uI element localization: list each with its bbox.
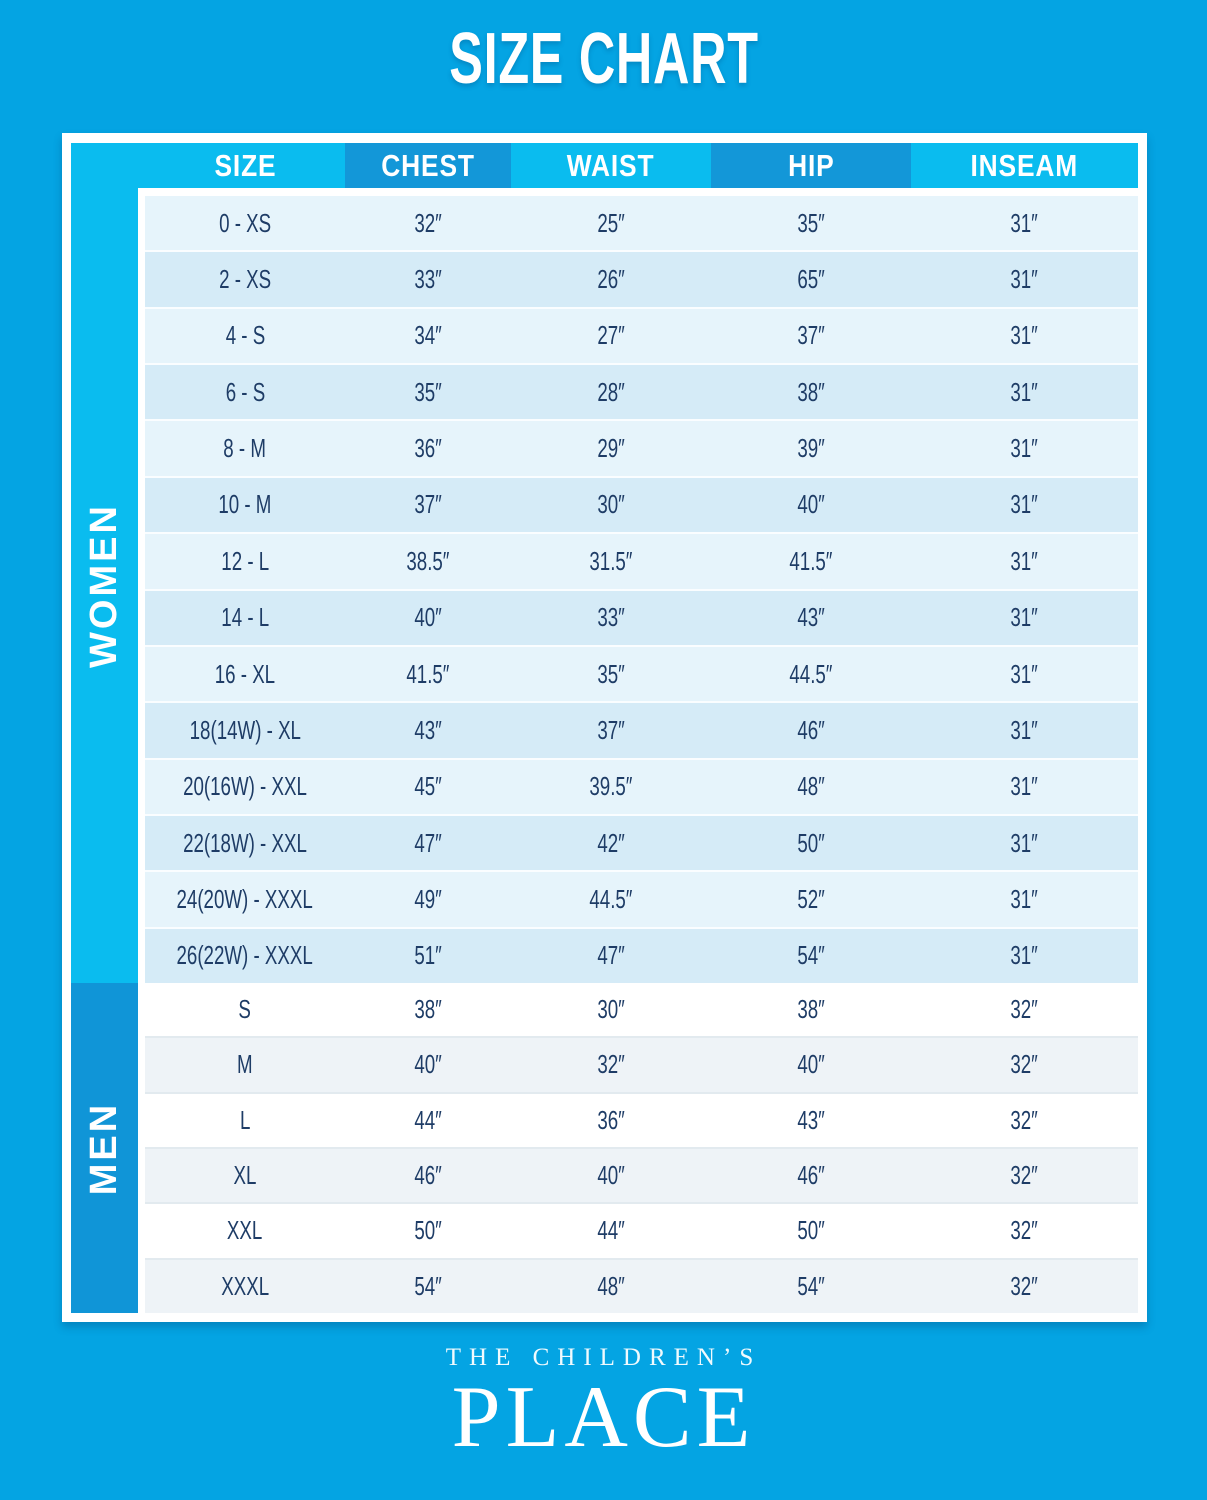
chest-cell: [345, 760, 511, 814]
table-row: [145, 1147, 1138, 1202]
chest-value: 47″: [414, 827, 442, 858]
chest-value: 54″: [414, 1270, 442, 1301]
chest-value: 49″: [414, 883, 442, 914]
table-row: [145, 927, 1138, 983]
hip-cell: [711, 591, 911, 645]
hip-value: 38″: [797, 376, 825, 407]
waist-value: 27″: [597, 320, 625, 351]
waist-cell: [511, 196, 711, 250]
chest-cell: [345, 1094, 511, 1147]
table-row: [145, 645, 1138, 701]
hip-cell: [711, 1038, 911, 1091]
table-row: [145, 1202, 1138, 1257]
inseam-value: 31″: [1010, 376, 1039, 407]
inseam-cell: [911, 983, 1138, 1036]
chest-value: 36″: [414, 433, 442, 464]
size-cell: [145, 591, 345, 645]
hip-value: 43″: [797, 602, 825, 633]
hip-cell: [711, 816, 911, 870]
column-header-waist-label: WAIST: [567, 147, 655, 183]
logo-text-top: THE CHILDREN’S: [445, 1344, 762, 1371]
column-header-chest-label: CHEST: [381, 147, 475, 183]
hip-value: 39″: [797, 433, 825, 464]
chest-value: 32″: [414, 207, 442, 238]
waist-cell: [511, 1204, 711, 1257]
table-row: [145, 983, 1138, 1036]
hip-cell: [711, 1094, 911, 1147]
chest-value: 41.5″: [406, 658, 450, 689]
chest-value: 51″: [414, 940, 442, 971]
column-header-inseam-label: INSEAM: [970, 147, 1079, 183]
waist-cell: [511, 1260, 711, 1313]
hip-value: 40″: [797, 1049, 825, 1080]
waist-cell: [511, 703, 711, 757]
inseam-value: 32″: [1010, 994, 1039, 1025]
section-label-men: [71, 983, 138, 1313]
table-row: [145, 701, 1138, 757]
size-value: 2 - XS: [218, 264, 272, 295]
inseam-cell: [911, 1204, 1138, 1257]
chest-cell: [345, 703, 511, 757]
inseam-cell: [911, 1038, 1138, 1091]
column-header-size-label: SIZE: [214, 147, 276, 183]
waist-value: 42″: [597, 827, 625, 858]
table-row: [145, 870, 1138, 926]
inseam-value: 31″: [1010, 714, 1039, 745]
chest-cell: [345, 983, 511, 1036]
section-sidebar: [71, 188, 138, 1313]
men-label-text: MEN: [83, 1101, 126, 1195]
waist-cell: [511, 421, 711, 475]
inseam-cell: [911, 816, 1138, 870]
inseam-cell: [911, 478, 1138, 532]
size-cell: [145, 647, 345, 701]
size-cell: [145, 421, 345, 475]
chest-cell: [345, 421, 511, 475]
inseam-value: 31″: [1010, 883, 1039, 914]
chest-value: 40″: [414, 1049, 442, 1080]
hip-cell: [711, 872, 911, 926]
hip-cell: [711, 365, 911, 419]
waist-cell: [511, 983, 711, 1036]
waist-cell: [511, 252, 711, 306]
size-value: L: [239, 1104, 251, 1135]
women-label-text: WOMEN: [83, 503, 125, 668]
size-cell: [145, 478, 345, 532]
inseam-value: 31″: [1010, 207, 1039, 238]
size-cell: [145, 760, 345, 814]
women-rows: [145, 196, 1138, 983]
inseam-cell: [911, 872, 1138, 926]
inseam-cell: [911, 421, 1138, 475]
table-row: [145, 1036, 1138, 1091]
inseam-value: 32″: [1010, 1270, 1039, 1301]
inseam-cell: [911, 252, 1138, 306]
waist-value: 30″: [597, 994, 625, 1025]
inseam-value: 32″: [1010, 1049, 1039, 1080]
inseam-value: 31″: [1010, 489, 1039, 520]
size-value: XL: [233, 1160, 257, 1191]
hip-value: 48″: [797, 771, 825, 802]
hip-value: 54″: [797, 940, 825, 971]
hip-value: 37″: [797, 320, 825, 351]
hip-cell: [711, 478, 911, 532]
inseam-value: 31″: [1010, 545, 1039, 576]
hip-cell: [711, 1149, 911, 1202]
waist-cell: [511, 534, 711, 588]
table-row: [145, 532, 1138, 588]
inseam-value: 32″: [1010, 1104, 1039, 1135]
chest-value: 38.5″: [406, 545, 450, 576]
hip-value: 46″: [797, 1160, 825, 1191]
chest-cell: [345, 365, 511, 419]
size-value: XXL: [227, 1215, 263, 1246]
page-title: [0, 18, 1207, 100]
hip-cell: [711, 534, 911, 588]
size-cell: [145, 983, 345, 1036]
size-value: S: [238, 994, 252, 1025]
hip-value: 65″: [797, 264, 825, 295]
size-value: 6 - S: [225, 376, 265, 407]
waist-value: 28″: [597, 376, 625, 407]
inseam-value: 31″: [1010, 320, 1039, 351]
section-label-women: [71, 188, 138, 983]
inseam-value: 32″: [1010, 1215, 1039, 1246]
size-cell: [145, 365, 345, 419]
size-cell: [145, 196, 345, 250]
hip-value: 35″: [797, 207, 825, 238]
inseam-cell: [911, 1149, 1138, 1202]
waist-value: 48″: [597, 1270, 625, 1301]
chest-cell: [345, 534, 511, 588]
size-value: 4 - S: [225, 320, 265, 351]
hip-cell: [711, 309, 911, 363]
waist-cell: [511, 1149, 711, 1202]
hip-cell: [711, 703, 911, 757]
waist-value: 33″: [597, 602, 625, 633]
waist-value: 37″: [597, 714, 625, 745]
table-row: [145, 1092, 1138, 1147]
hip-value: 52″: [797, 883, 825, 914]
chest-value: 37″: [414, 489, 442, 520]
logo-text-bottom: PLACE: [451, 1369, 756, 1466]
hip-cell: [711, 252, 911, 306]
page-title-text: SIZE CHART: [448, 19, 759, 99]
size-value: 10 - M: [218, 489, 272, 520]
size-value: 20(16W) - XXL: [183, 771, 307, 802]
inseam-cell: [911, 703, 1138, 757]
inseam-cell: [911, 1094, 1138, 1147]
waist-cell: [511, 647, 711, 701]
size-cell: [145, 1094, 345, 1147]
chest-cell: [345, 1260, 511, 1313]
size-table: [62, 133, 1147, 1322]
waist-value: 29″: [597, 433, 625, 464]
size-cell: [145, 534, 345, 588]
hip-cell: [711, 647, 911, 701]
chest-value: 50″: [414, 1215, 442, 1246]
chest-cell: [345, 252, 511, 306]
table-row: [145, 814, 1138, 870]
chest-value: 33″: [414, 264, 442, 295]
inseam-cell: [911, 1260, 1138, 1313]
size-value: 14 - L: [221, 602, 269, 633]
waist-value: 26″: [597, 264, 625, 295]
hip-value: 41.5″: [789, 545, 833, 576]
waist-value: 36″: [597, 1104, 625, 1135]
table-row: [145, 419, 1138, 475]
waist-cell: [511, 929, 711, 983]
inseam-cell: [911, 760, 1138, 814]
column-header-size: [71, 143, 345, 188]
chest-value: 46″: [414, 1160, 442, 1191]
inseam-cell: [911, 591, 1138, 645]
size-value: 22(18W) - XXL: [183, 827, 307, 858]
hip-cell: [711, 1204, 911, 1257]
size-value: M: [237, 1049, 253, 1080]
size-cell: [145, 1204, 345, 1257]
table-row: [145, 307, 1138, 363]
chest-value: 34″: [414, 320, 442, 351]
table-row: [145, 476, 1138, 532]
size-value: 26(22W) - XXXL: [176, 940, 314, 971]
size-value: 0 - XS: [218, 207, 272, 238]
inseam-cell: [911, 309, 1138, 363]
hip-value: 50″: [797, 827, 825, 858]
size-cell: [145, 252, 345, 306]
inseam-value: 31″: [1010, 658, 1039, 689]
hip-cell: [711, 196, 911, 250]
hip-cell: [711, 1260, 911, 1313]
hip-cell: [711, 760, 911, 814]
column-header-inseam: [911, 143, 1138, 188]
hip-value: 54″: [797, 1270, 825, 1301]
inseam-value: 32″: [1010, 1160, 1039, 1191]
size-cell: [145, 1260, 345, 1313]
waist-value: 35″: [597, 658, 625, 689]
chest-value: 45″: [414, 771, 442, 802]
size-cell: [145, 872, 345, 926]
waist-value: 39.5″: [589, 771, 633, 802]
chest-cell: [345, 591, 511, 645]
waist-cell: [511, 478, 711, 532]
chest-value: 38″: [414, 994, 442, 1025]
hip-value: 44.5″: [789, 658, 833, 689]
brand-logo: [0, 1344, 1207, 1466]
waist-value: 44.5″: [589, 883, 633, 914]
hip-value: 38″: [797, 994, 825, 1025]
inseam-value: 31″: [1010, 940, 1039, 971]
column-header-hip-label: HIP: [787, 147, 835, 183]
column-header-hip: [711, 143, 911, 188]
size-value: 18(14W) - XL: [189, 714, 301, 745]
inseam-cell: [911, 534, 1138, 588]
hip-value: 50″: [797, 1215, 825, 1246]
waist-value: 44″: [597, 1215, 625, 1246]
size-cell: [145, 1149, 345, 1202]
size-cell: [145, 929, 345, 983]
inseam-value: 31″: [1010, 264, 1039, 295]
inseam-cell: [911, 365, 1138, 419]
hip-cell: [711, 983, 911, 1036]
waist-value: 47″: [597, 940, 625, 971]
waist-cell: [511, 872, 711, 926]
table-row: [145, 758, 1138, 814]
chest-cell: [345, 196, 511, 250]
waist-value: 40″: [597, 1160, 625, 1191]
hip-value: 46″: [797, 714, 825, 745]
table-row: [145, 1258, 1138, 1313]
chest-cell: [345, 816, 511, 870]
chest-cell: [345, 309, 511, 363]
inseam-value: 31″: [1010, 771, 1039, 802]
size-cell: [145, 816, 345, 870]
chest-cell: [345, 478, 511, 532]
waist-cell: [511, 365, 711, 419]
frame-divider: [138, 188, 145, 1313]
chest-cell: [345, 647, 511, 701]
size-cell: [145, 703, 345, 757]
table-row: [145, 363, 1138, 419]
waist-cell: [511, 760, 711, 814]
table-row: [145, 196, 1138, 250]
hip-cell: [711, 929, 911, 983]
inseam-cell: [911, 929, 1138, 983]
waist-value: 31.5″: [589, 545, 633, 576]
table-row: [145, 589, 1138, 645]
table-body: [71, 188, 1138, 1313]
column-header-chest: [345, 143, 511, 188]
waist-value: 25″: [597, 207, 625, 238]
hip-cell: [711, 421, 911, 475]
size-value: XXXL: [221, 1270, 269, 1301]
waist-cell: [511, 816, 711, 870]
size-value: 8 - M: [223, 433, 267, 464]
size-cell: [145, 1038, 345, 1091]
hip-value: 43″: [797, 1104, 825, 1135]
chest-cell: [345, 1038, 511, 1091]
table-row: [145, 250, 1138, 306]
waist-cell: [511, 309, 711, 363]
size-value: 16 - XL: [214, 658, 276, 689]
waist-value: 30″: [597, 489, 625, 520]
table-header-row: [71, 143, 1138, 188]
inseam-value: 31″: [1010, 602, 1039, 633]
inseam-value: 31″: [1010, 827, 1039, 858]
chest-cell: [345, 929, 511, 983]
waist-cell: [511, 591, 711, 645]
hip-value: 40″: [797, 489, 825, 520]
chest-value: 43″: [414, 714, 442, 745]
chest-value: 35″: [414, 376, 442, 407]
chest-value: 44″: [414, 1104, 442, 1135]
waist-cell: [511, 1038, 711, 1091]
waist-value: 32″: [597, 1049, 625, 1080]
waist-cell: [511, 1094, 711, 1147]
inseam-value: 31″: [1010, 433, 1039, 464]
men-rows: [145, 983, 1138, 1313]
chest-cell: [345, 1204, 511, 1257]
chest-cell: [345, 1149, 511, 1202]
size-cell: [145, 309, 345, 363]
column-header-waist: [511, 143, 711, 188]
size-value: 12 - L: [221, 545, 269, 576]
rows-area: [145, 188, 1138, 1313]
inseam-cell: [911, 196, 1138, 250]
inseam-cell: [911, 647, 1138, 701]
chest-value: 40″: [414, 602, 442, 633]
size-value: 24(20W) - XXXL: [176, 883, 314, 914]
chest-cell: [345, 872, 511, 926]
